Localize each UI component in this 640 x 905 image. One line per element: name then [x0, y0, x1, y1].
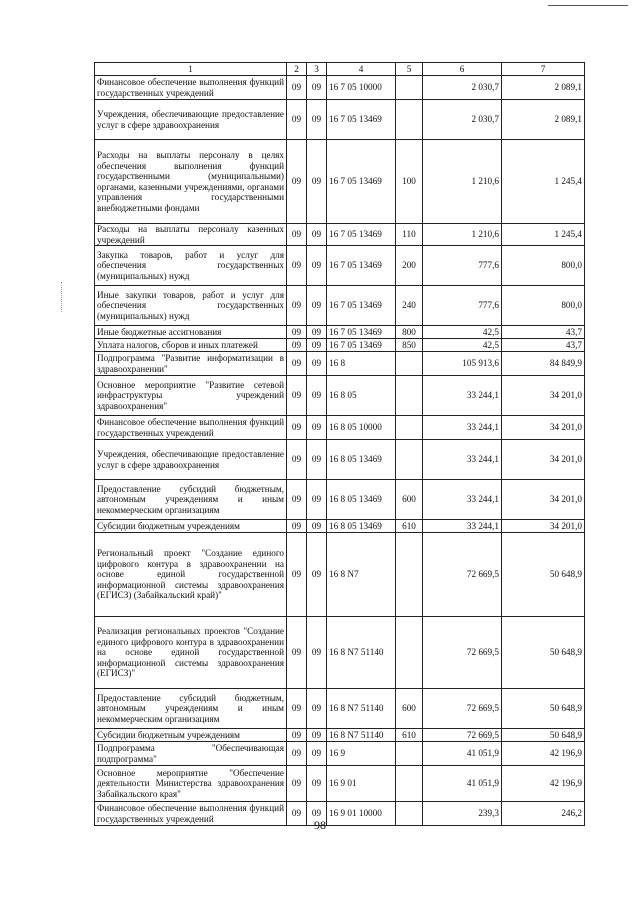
table-row	[95, 376, 585, 416]
row-target-article-cell: 16 8 05 13469	[327, 480, 396, 520]
row-section-cell: 09	[287, 352, 307, 376]
row-amount-year2-cell: 84 849,9	[502, 352, 585, 376]
table-row	[95, 533, 585, 617]
table-row	[95, 339, 585, 352]
row-section-cell: 09	[287, 339, 307, 352]
row-expense-type-cell	[396, 440, 423, 480]
col-header-4: 4	[327, 63, 396, 76]
row-target-article-cell: 16 9 01	[327, 766, 396, 802]
row-name-cell: Субсидии бюджетным учреждениям	[95, 729, 287, 742]
row-name-cell: Финансовое обеспечение выполнения функций государственных учреждений	[95, 76, 287, 100]
row-amount-year2-cell: 50 648,9	[502, 533, 585, 617]
row-subsection-cell: 09	[307, 339, 327, 352]
row-amount-year1-cell: 777,6	[423, 286, 502, 326]
table-row	[95, 286, 585, 326]
row-name-cell: Предоставление субсидий бюджетным, автономным учреждениям и иным некоммерческим организациям	[95, 689, 287, 729]
row-subsection-cell: 09	[307, 76, 327, 100]
table-row	[95, 140, 585, 224]
row-name-cell: Основное мероприятие "Обеспечение деятельности Министерства здравоохранения Забайкальского края"	[95, 766, 287, 802]
col-header-3: 3	[307, 63, 327, 76]
row-expense-type-cell	[396, 766, 423, 802]
row-target-article-cell: 16 7 05 13469	[327, 100, 396, 140]
row-amount-year2-cell: 34 201,0	[502, 416, 585, 440]
row-expense-type-cell: 200	[396, 246, 423, 286]
row-subsection-cell: 09	[307, 100, 327, 140]
row-name-cell: Закупка товаров, работ и услуг для обеспечения государственных (муниципальных) нужд	[95, 246, 287, 286]
row-subsection-cell: 09	[307, 802, 327, 826]
row-target-article-cell: 16 7 05 13469	[327, 246, 396, 286]
table-row	[95, 76, 585, 100]
row-target-article-cell: 16 8 05	[327, 376, 396, 416]
row-target-article-cell: 16 7 05 13469	[327, 140, 396, 224]
row-name-cell: Подпрограмма "Развитие информатизации в здравоохранении"	[95, 352, 287, 376]
row-target-article-cell: 16 8 N7 51140	[327, 689, 396, 729]
row-amount-year2-cell: 50 648,9	[502, 729, 585, 742]
row-section-cell: 09	[287, 100, 307, 140]
row-expense-type-cell: 600	[396, 689, 423, 729]
row-amount-year2-cell: 2 089,1	[502, 76, 585, 100]
row-target-article-cell: 16 8 05 10000	[327, 416, 396, 440]
row-amount-year1-cell: 33 244,1	[423, 376, 502, 416]
row-amount-year1-cell: 41 051,9	[423, 766, 502, 802]
row-section-cell: 09	[287, 416, 307, 440]
row-target-article-cell: 16 7 05 13469	[327, 286, 396, 326]
row-name-cell: Региональный проект "Создание единого цифрового контура в здравоохранении на основе единой государственной информационной системы здравоохранения (ЕГИСЗ) (Забайкальский край)"	[95, 533, 287, 617]
row-subsection-cell: 09	[307, 440, 327, 480]
row-target-article-cell: 16 8	[327, 352, 396, 376]
row-name-cell: Реализация региональных проектов "Создание единого цифрового контура в здравоохранении на основе единой государственной информационной системы здравоохранения (ЕГИСЗ)"	[95, 617, 287, 689]
table-row	[95, 326, 585, 339]
row-name-cell: Расходы на выплаты персоналу в целях обеспечения выполнения функций государственными (муниципальными) органами, казенными учреждениями, органами управления государственными внебюджетными фондами	[95, 140, 287, 224]
row-section-cell: 09	[287, 376, 307, 416]
row-subsection-cell: 09	[307, 140, 327, 224]
row-amount-year2-cell: 50 648,9	[502, 689, 585, 729]
row-target-article-cell: 16 7 05 13469	[327, 224, 396, 246]
table-row	[95, 480, 585, 520]
row-amount-year2-cell: 42 196,9	[502, 766, 585, 802]
row-name-cell: Финансовое обеспечение выполнения функций государственных учреждений	[95, 802, 287, 826]
row-target-article-cell: 16 8 05 13469	[327, 520, 396, 533]
table-row	[95, 224, 585, 246]
row-name-cell: Субсидии бюджетным учреждениям	[95, 520, 287, 533]
table-row	[95, 689, 585, 729]
table-body	[95, 76, 585, 826]
row-amount-year1-cell: 72 669,5	[423, 689, 502, 729]
row-section-cell: 09	[287, 224, 307, 246]
table-row	[95, 766, 585, 802]
table-row	[95, 100, 585, 140]
row-amount-year1-cell: 105 913,6	[423, 352, 502, 376]
row-subsection-cell: 09	[307, 689, 327, 729]
row-expense-type-cell: 800	[396, 326, 423, 339]
row-target-article-cell: 16 9 01 10000	[327, 802, 396, 826]
row-name-cell: Учреждения, обеспечивающие предоставление услуг в сфере здравоохранения	[95, 100, 287, 140]
row-amount-year1-cell: 33 244,1	[423, 480, 502, 520]
top-corner-rule	[548, 5, 628, 6]
table-row	[95, 742, 585, 766]
col-header-5: 5	[396, 63, 423, 76]
row-subsection-cell: 09	[307, 480, 327, 520]
row-expense-type-cell: 600	[396, 480, 423, 520]
row-amount-year1-cell: 42,5	[423, 326, 502, 339]
row-section-cell: 09	[287, 76, 307, 100]
row-section-cell: 09	[287, 533, 307, 617]
row-section-cell: 09	[287, 802, 307, 826]
column-number-row	[95, 63, 585, 76]
row-name-cell: Подпрограмма "Обеспечивающая подпрограмма"	[95, 742, 287, 766]
row-expense-type-cell: 110	[396, 224, 423, 246]
row-amount-year2-cell: 34 201,0	[502, 480, 585, 520]
row-expense-type-cell	[396, 617, 423, 689]
col-header-1: 1	[95, 63, 287, 76]
budget-table	[94, 62, 585, 826]
row-amount-year1-cell: 72 669,5	[423, 617, 502, 689]
table-row	[95, 246, 585, 286]
row-expense-type-cell: 240	[396, 286, 423, 326]
row-subsection-cell: 09	[307, 742, 327, 766]
row-expense-type-cell	[396, 376, 423, 416]
row-subsection-cell: 09	[307, 729, 327, 742]
row-section-cell: 09	[287, 286, 307, 326]
row-target-article-cell: 16 7 05 10000	[327, 76, 396, 100]
row-amount-year2-cell: 34 201,0	[502, 520, 585, 533]
row-amount-year1-cell: 2 030,7	[423, 100, 502, 140]
row-amount-year2-cell: 34 201,0	[502, 440, 585, 480]
row-section-cell: 09	[287, 326, 307, 339]
row-amount-year2-cell: 800,0	[502, 286, 585, 326]
table-row	[95, 416, 585, 440]
row-name-cell: Предоставление субсидий бюджетным, автономным учреждениям и иным некоммерческим организациям	[95, 480, 287, 520]
row-target-article-cell: 16 8 N7	[327, 533, 396, 617]
row-amount-year1-cell: 1 210,6	[423, 140, 502, 224]
row-name-cell: Иные бюджетные ассигнования	[95, 326, 287, 339]
row-section-cell: 09	[287, 766, 307, 802]
row-section-cell: 09	[287, 689, 307, 729]
row-section-cell: 09	[287, 140, 307, 224]
row-amount-year1-cell: 33 244,1	[423, 440, 502, 480]
row-expense-type-cell	[396, 742, 423, 766]
row-amount-year2-cell: 2 089,1	[502, 100, 585, 140]
row-expense-type-cell: 100	[396, 140, 423, 224]
row-target-article-cell: 16 8 N7 51140	[327, 617, 396, 689]
row-target-article-cell: 16 8 05 13469	[327, 440, 396, 480]
col-header-7: 7	[502, 63, 585, 76]
row-name-cell: Уплата налогов, сборов и иных платежей	[95, 339, 287, 352]
row-section-cell: 09	[287, 520, 307, 533]
row-subsection-cell: 09	[307, 416, 327, 440]
row-amount-year2-cell: 800,0	[502, 246, 585, 286]
row-amount-year1-cell: 239,3	[423, 802, 502, 826]
row-subsection-cell: 09	[307, 246, 327, 286]
page-number: 98	[314, 818, 326, 832]
row-amount-year1-cell: 2 030,7	[423, 76, 502, 100]
row-expense-type-cell	[396, 533, 423, 617]
row-amount-year1-cell: 42,5	[423, 339, 502, 352]
row-subsection-cell: 09	[307, 533, 327, 617]
row-subsection-cell: 09	[307, 286, 327, 326]
table-row	[95, 617, 585, 689]
row-amount-year1-cell: 72 669,5	[423, 533, 502, 617]
row-target-article-cell: 16 7 05 13469	[327, 326, 396, 339]
row-name-cell: Расходы на выплаты персоналу казенных учреждений	[95, 224, 287, 246]
row-section-cell: 09	[287, 617, 307, 689]
row-amount-year1-cell: 33 244,1	[423, 520, 502, 533]
row-amount-year2-cell: 43,7	[502, 326, 585, 339]
row-target-article-cell: 16 8 N7 51140	[327, 729, 396, 742]
col-header-6: 6	[423, 63, 502, 76]
row-amount-year1-cell: 41 051,9	[423, 742, 502, 766]
row-subsection-cell: 09	[307, 352, 327, 376]
row-amount-year1-cell: 777,6	[423, 246, 502, 286]
table-row	[95, 729, 585, 742]
table-row	[95, 440, 585, 480]
row-section-cell: 09	[287, 729, 307, 742]
row-subsection-cell: 09	[307, 766, 327, 802]
row-amount-year2-cell: 42 196,9	[502, 742, 585, 766]
row-expense-type-cell	[396, 416, 423, 440]
row-amount-year1-cell: 72 669,5	[423, 729, 502, 742]
row-target-article-cell: 16 7 05 13469	[327, 339, 396, 352]
row-amount-year2-cell: 1 245,4	[502, 224, 585, 246]
row-expense-type-cell	[396, 100, 423, 140]
row-section-cell: 09	[287, 440, 307, 480]
row-amount-year2-cell: 246,2	[502, 802, 585, 826]
row-subsection-cell: 09	[307, 376, 327, 416]
row-section-cell: 09	[287, 742, 307, 766]
row-expense-type-cell	[396, 352, 423, 376]
row-section-cell: 09	[287, 246, 307, 286]
row-amount-year1-cell: 1 210,6	[423, 224, 502, 246]
row-expense-type-cell	[396, 76, 423, 100]
row-name-cell: Иные закупки товаров, работ и услуг для обеспечения государственных (муниципальных) нужд	[95, 286, 287, 326]
row-amount-year2-cell: 50 648,9	[502, 617, 585, 689]
row-expense-type-cell: 850	[396, 339, 423, 352]
row-amount-year1-cell: 33 244,1	[423, 416, 502, 440]
row-section-cell: 09	[287, 480, 307, 520]
row-expense-type-cell: 610	[396, 729, 423, 742]
row-amount-year2-cell: 34 201,0	[502, 376, 585, 416]
row-amount-year2-cell: 1 245,4	[502, 140, 585, 224]
row-subsection-cell: 09	[307, 520, 327, 533]
row-subsection-cell: 09	[307, 224, 327, 246]
row-target-article-cell: 16 9	[327, 742, 396, 766]
margin-mark	[61, 282, 63, 312]
row-name-cell: Финансовое обеспечение выполнения функций государственных учреждений	[95, 416, 287, 440]
row-expense-type-cell: 610	[396, 520, 423, 533]
row-name-cell: Учреждения, обеспечивающие предоставление услуг в сфере здравоохранения	[95, 440, 287, 480]
row-name-cell: Основное мероприятие "Развитие сетевой инфраструктуры учреждений здравоохранения"	[95, 376, 287, 416]
table-row	[95, 352, 585, 376]
row-subsection-cell: 09	[307, 617, 327, 689]
row-subsection-cell: 09	[307, 326, 327, 339]
row-amount-year2-cell: 43,7	[502, 339, 585, 352]
col-header-2: 2	[287, 63, 307, 76]
table-row	[95, 520, 585, 533]
